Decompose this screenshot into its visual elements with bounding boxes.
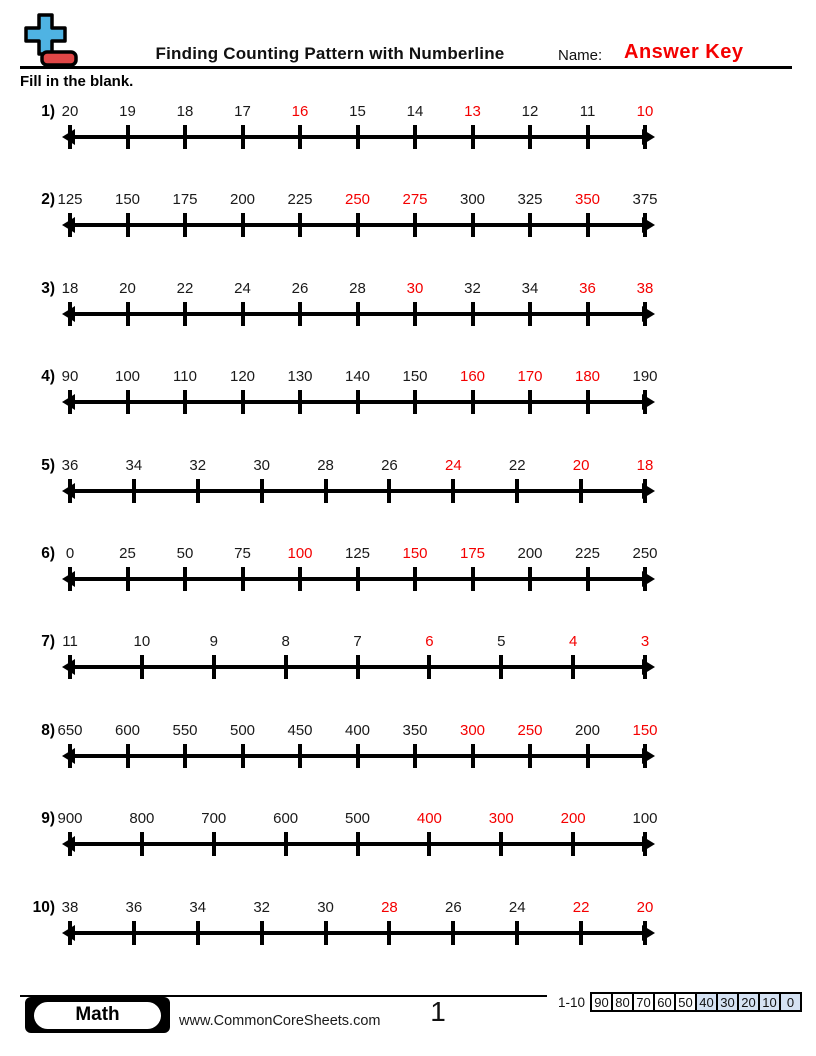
number-line xyxy=(62,103,655,155)
tick-label: 32 xyxy=(253,898,270,916)
tick-label: 400 xyxy=(344,721,371,739)
tick-label: 24 xyxy=(234,279,251,297)
number-line xyxy=(57,191,658,243)
tick-label: 34 xyxy=(189,898,207,916)
question-row xyxy=(0,545,816,605)
number-line-labels xyxy=(61,368,658,388)
tick-label: 36 xyxy=(61,456,79,474)
answer-value: 28 xyxy=(381,898,398,916)
tick-label: 110 xyxy=(173,368,197,386)
answer-value: 275 xyxy=(402,191,428,209)
tick-label: 125 xyxy=(344,545,371,562)
question-row xyxy=(0,368,816,428)
right-arrow-icon xyxy=(642,217,655,233)
name-label: Name: xyxy=(558,47,603,64)
left-arrow-icon xyxy=(62,217,75,233)
score-cell: 80 xyxy=(611,992,634,1012)
left-arrow-icon xyxy=(62,306,75,322)
tick-label: 500 xyxy=(229,721,256,739)
tick-label: 9 xyxy=(209,633,218,651)
tick-label: 26 xyxy=(444,898,462,916)
tick-label: 550 xyxy=(172,721,198,739)
right-arrow-icon xyxy=(642,748,655,764)
number-line-labels xyxy=(62,545,658,565)
tick-label: 11 xyxy=(579,103,596,120)
answer-value: 170 xyxy=(517,368,543,386)
answer-value: 38 xyxy=(636,279,654,297)
right-arrow-icon xyxy=(642,836,655,852)
tick-label: 11 xyxy=(62,633,78,651)
answer-value: 10 xyxy=(636,103,654,120)
number-line-axis xyxy=(67,842,650,846)
left-arrow-icon xyxy=(62,129,75,145)
question-number: 3) xyxy=(41,279,55,297)
number-line-labels xyxy=(62,280,655,300)
tick-label: 50 xyxy=(176,545,194,562)
website-url: www.CommonCoreSheets.com xyxy=(179,1013,381,1029)
number-line-track xyxy=(62,302,655,332)
tick-label: 600 xyxy=(273,810,299,828)
left-arrow-icon xyxy=(62,836,75,852)
answer-value: 13 xyxy=(464,103,481,120)
tick-label: 450 xyxy=(287,721,313,739)
question-number: 4) xyxy=(41,368,55,386)
tick-label: 500 xyxy=(344,810,371,828)
question-number: 6) xyxy=(41,545,55,562)
number-line-labels xyxy=(62,457,655,477)
right-arrow-icon xyxy=(642,659,655,675)
number-line-track xyxy=(62,655,655,685)
question-row xyxy=(0,457,816,517)
question-number: 9) xyxy=(41,810,55,828)
tick-label: 17 xyxy=(234,103,251,120)
answer-key-text: Answer Key xyxy=(624,41,744,63)
number-line-axis xyxy=(67,577,650,581)
tick-label: 19 xyxy=(119,103,136,120)
tick-label: 18 xyxy=(176,103,194,120)
tick-label: 100 xyxy=(114,368,141,386)
tick-label: 20 xyxy=(119,279,136,297)
right-arrow-icon xyxy=(642,483,655,499)
number-line xyxy=(62,280,655,332)
tick-label: 800 xyxy=(129,810,155,828)
tick-label: 30 xyxy=(317,898,334,916)
tick-label: 24 xyxy=(508,898,526,916)
tick-label: 100 xyxy=(632,810,658,828)
tick-label: 325 xyxy=(517,191,543,209)
number-line xyxy=(57,810,658,862)
tick-label: 26 xyxy=(291,279,309,297)
score-table xyxy=(558,992,802,1012)
number-line-axis xyxy=(67,135,650,139)
tick-label: 26 xyxy=(381,456,398,474)
number-line-axis xyxy=(67,665,650,669)
tick-label: 900 xyxy=(57,810,83,828)
number-line-track xyxy=(62,125,655,155)
answer-value: 160 xyxy=(459,368,486,386)
number-line xyxy=(62,899,655,951)
tick-label: 25 xyxy=(119,545,136,562)
answer-value: 200 xyxy=(560,810,586,828)
tick-label: 650 xyxy=(57,721,83,739)
score-cell: 70 xyxy=(632,992,655,1012)
instruction-text: Fill in the blank. xyxy=(20,73,134,90)
number-line xyxy=(57,721,658,774)
answer-value: 250 xyxy=(344,191,371,209)
tick-label: 140 xyxy=(344,368,371,386)
tick-label: 30 xyxy=(253,456,270,474)
tick-label: 190 xyxy=(632,368,658,386)
tick-label: 200 xyxy=(574,721,601,739)
number-line-labels xyxy=(62,899,655,919)
score-cell: 50 xyxy=(674,992,697,1012)
question-number: 2) xyxy=(41,191,55,209)
answer-value: 22 xyxy=(572,898,590,916)
tick-label: 200 xyxy=(517,545,543,562)
tick-label: 350 xyxy=(402,721,428,739)
subject-badge-label: Math xyxy=(34,1002,161,1029)
number-line xyxy=(62,633,655,685)
tick-label: 130 xyxy=(287,368,313,386)
tick-label: 38 xyxy=(61,898,79,916)
tick-label: 18 xyxy=(61,279,79,297)
right-arrow-icon xyxy=(642,306,655,322)
answer-value: 20 xyxy=(636,898,654,916)
number-line-axis xyxy=(67,754,650,758)
answer-value: 400 xyxy=(416,810,442,828)
answer-value: 300 xyxy=(488,810,514,828)
tick-label: 22 xyxy=(508,456,526,474)
answer-value: 24 xyxy=(444,456,462,474)
tick-label: 36 xyxy=(125,898,143,916)
tick-label: 150 xyxy=(402,368,428,386)
question-row xyxy=(0,191,816,251)
answer-value: 6 xyxy=(425,633,434,651)
tick-label: 10 xyxy=(133,633,151,651)
answer-value: 20 xyxy=(572,456,590,474)
question-row xyxy=(0,810,816,870)
tick-label: 15 xyxy=(349,103,366,120)
tick-label: 75 xyxy=(234,545,251,562)
subject-badge xyxy=(25,997,170,1033)
left-arrow-icon xyxy=(62,571,75,587)
number-line-track xyxy=(62,832,655,862)
number-line-axis xyxy=(67,400,650,404)
question-number: 10) xyxy=(32,898,55,916)
tick-label: 8 xyxy=(281,633,290,651)
score-cell: 20 xyxy=(737,992,760,1012)
tick-label: 12 xyxy=(521,103,539,120)
tick-label: 700 xyxy=(201,810,227,828)
tick-label: 150 xyxy=(114,191,141,209)
tick-label: 225 xyxy=(287,191,313,209)
answer-value: 350 xyxy=(574,191,601,209)
question-row xyxy=(0,280,816,340)
left-arrow-icon xyxy=(62,925,75,941)
number-line-track xyxy=(62,479,655,509)
commoncoresheets-logo-icon xyxy=(22,12,84,70)
page-number: 1 xyxy=(430,996,446,1027)
question-row xyxy=(0,633,816,693)
number-line-labels xyxy=(57,810,658,830)
number-line-axis xyxy=(67,312,650,316)
tick-label: 300 xyxy=(459,191,486,209)
tick-label: 32 xyxy=(464,279,481,297)
number-line-track xyxy=(62,390,655,420)
answer-value: 18 xyxy=(636,456,654,474)
answer-value: 180 xyxy=(574,368,601,386)
answer-value: 150 xyxy=(632,721,658,739)
right-arrow-icon xyxy=(642,925,655,941)
tick-label: 32 xyxy=(189,456,207,474)
tick-label: 175 xyxy=(172,191,198,209)
number-line-track xyxy=(62,567,655,597)
tick-label: 375 xyxy=(632,191,658,209)
number-line-track xyxy=(62,921,655,951)
question-row xyxy=(0,722,816,782)
score-range-label: 1-10 xyxy=(557,994,585,1010)
tick-label: 28 xyxy=(317,456,334,474)
number-line-labels xyxy=(62,103,655,123)
left-arrow-icon xyxy=(62,483,75,499)
score-cell: 0 xyxy=(779,992,802,1012)
number-line-axis xyxy=(67,223,650,227)
number-line xyxy=(62,545,658,597)
tick-label: 7 xyxy=(353,633,362,651)
number-line xyxy=(62,457,655,509)
tick-label: 0 xyxy=(65,545,75,562)
question-row xyxy=(0,103,816,163)
tick-label: 20 xyxy=(61,103,79,120)
tick-label: 34 xyxy=(521,279,539,297)
question-number: 8) xyxy=(41,721,55,739)
number-line-axis xyxy=(67,931,650,935)
answer-value: 150 xyxy=(402,545,428,562)
answer-value: 30 xyxy=(406,279,424,297)
answer-value: 250 xyxy=(517,721,543,739)
right-arrow-icon xyxy=(642,129,655,145)
answer-value: 100 xyxy=(287,545,313,562)
answer-value: 16 xyxy=(291,103,309,120)
number-line-labels xyxy=(57,721,658,742)
score-cell: 60 xyxy=(653,992,676,1012)
tick-label: 600 xyxy=(114,721,141,739)
number-line-axis xyxy=(67,489,650,493)
number-line xyxy=(61,368,658,420)
tick-label: 22 xyxy=(176,279,194,297)
answer-value: 3 xyxy=(640,633,650,651)
question-row xyxy=(0,899,816,959)
tick-label: 250 xyxy=(632,545,658,562)
question-number: 1) xyxy=(41,103,55,120)
right-arrow-icon xyxy=(642,571,655,587)
tick-label: 225 xyxy=(574,545,601,562)
number-line-labels xyxy=(57,191,658,211)
tick-label: 14 xyxy=(406,103,424,120)
question-number: 7) xyxy=(41,633,55,651)
answer-value: 36 xyxy=(579,279,596,297)
header-divider xyxy=(20,66,792,69)
score-cell: 10 xyxy=(758,992,781,1012)
left-arrow-icon xyxy=(62,748,75,764)
answer-value: 4 xyxy=(568,633,578,651)
tick-label: 90 xyxy=(61,368,79,386)
tick-label: 125 xyxy=(57,191,83,209)
tick-label: 5 xyxy=(497,633,506,651)
tick-label: 28 xyxy=(349,279,366,297)
left-arrow-icon xyxy=(62,394,75,410)
tick-label: 200 xyxy=(229,191,256,209)
right-arrow-icon xyxy=(642,394,655,410)
tick-label: 120 xyxy=(229,368,256,386)
score-cell: 90 xyxy=(590,992,613,1012)
score-cell: 30 xyxy=(716,992,739,1012)
answer-value: 300 xyxy=(459,721,486,739)
number-line-track xyxy=(62,213,655,243)
tick-label: 34 xyxy=(125,456,143,474)
left-arrow-icon xyxy=(62,659,75,675)
score-cell: 40 xyxy=(695,992,718,1012)
number-line-track xyxy=(62,744,655,774)
answer-value: 175 xyxy=(459,545,486,562)
number-line-labels xyxy=(62,633,655,653)
page-title: Finding Counting Pattern with Numberline xyxy=(155,44,505,63)
question-number: 5) xyxy=(41,456,55,474)
